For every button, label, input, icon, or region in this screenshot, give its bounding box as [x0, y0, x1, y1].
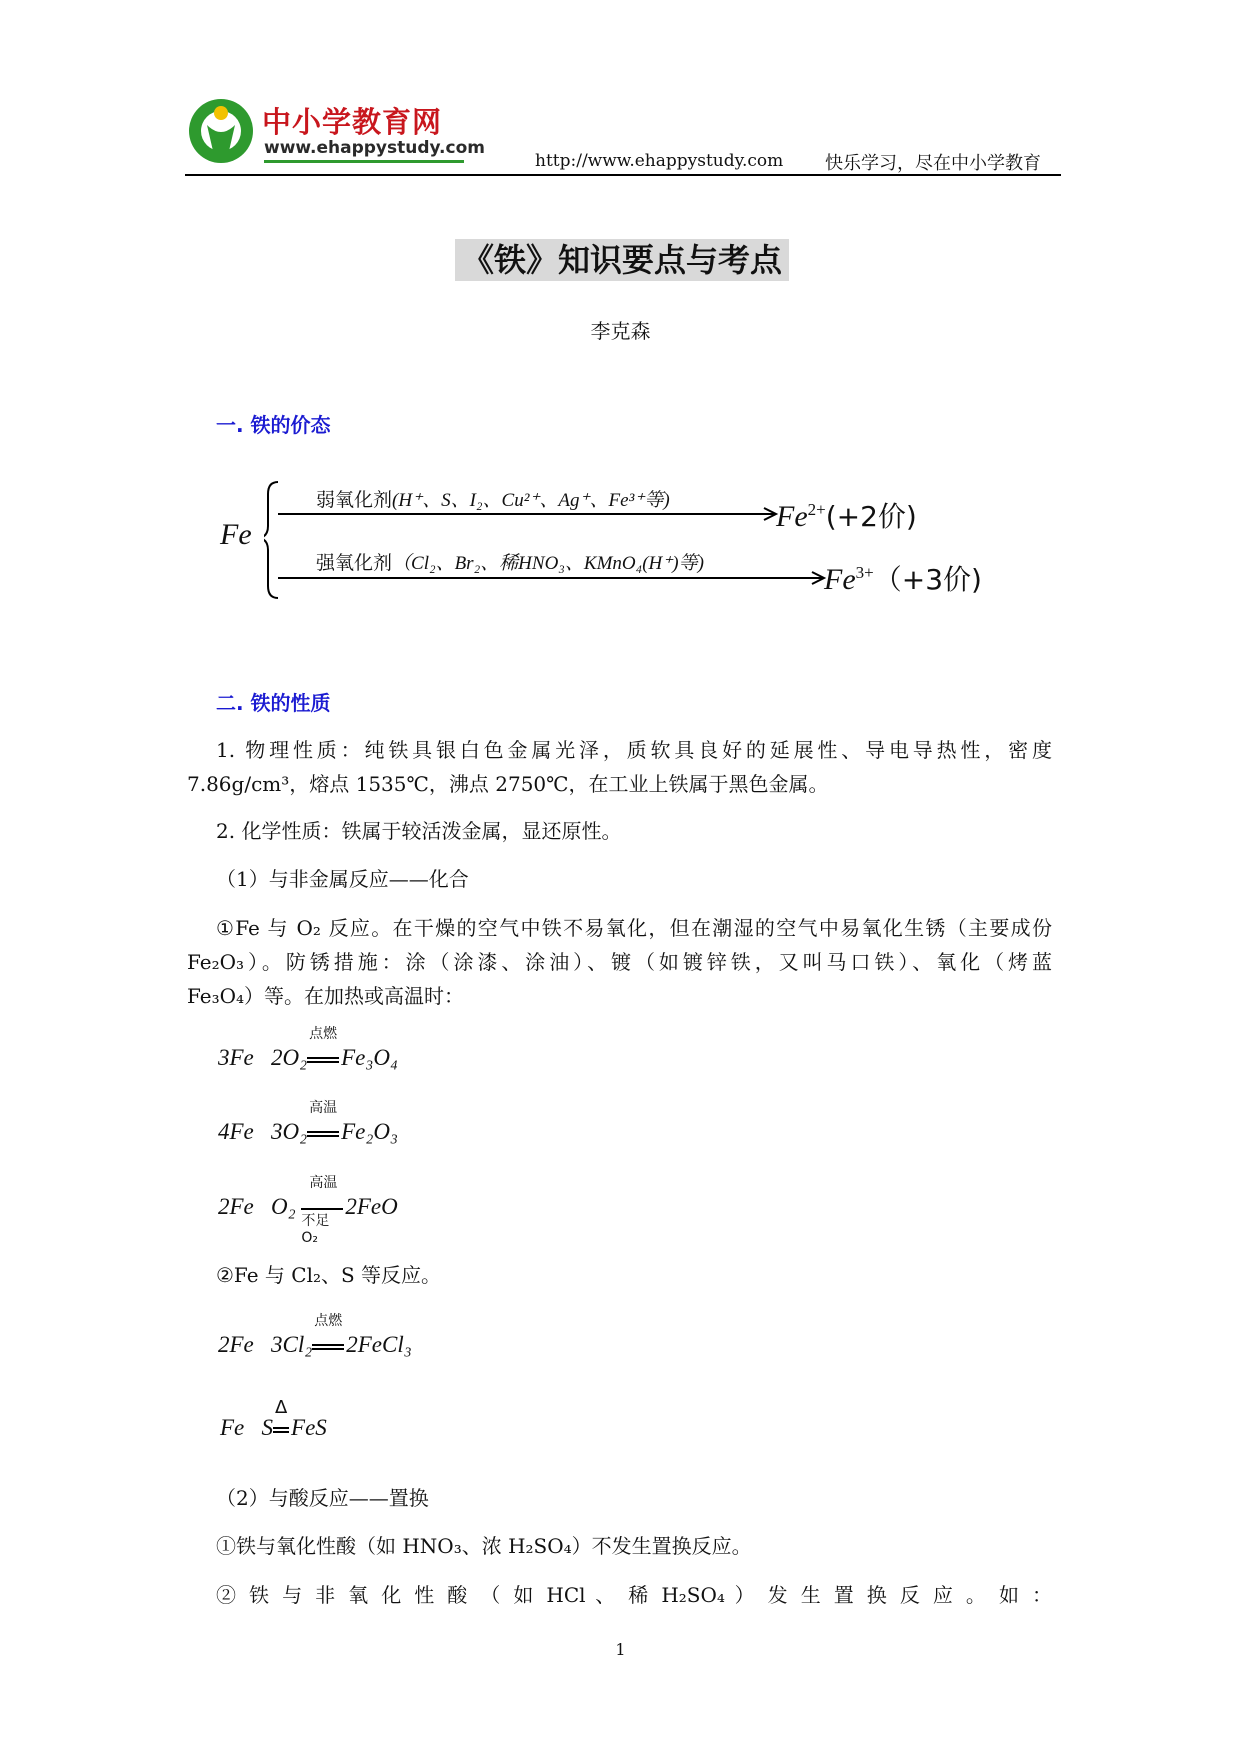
equation-2: 4Fe 3O₂ 高温 Fe₂O₃	[218, 1100, 398, 1144]
weak-product: $Fe^{2+}(+2$价)	[776, 500, 917, 533]
subheading-acid: （2）与酸反应——置换	[216, 1486, 429, 1510]
logo-url: www.ehappystudy.com	[264, 138, 485, 158]
paragraph-chemical: 2. 化学性质：铁属于较活泼金属，显还原性。	[216, 819, 622, 843]
paragraph-o2-1: ①Fe 与 O₂ 反应。在干燥的空气中铁不易氧化，但在潮湿的空气中易氧化生锈（主要成份	[216, 916, 1052, 940]
strong-oxidant-label: 强氧化剂（Cl₂、Br₂、稀HNO₃、KMnO₄(H⁺)等)	[316, 552, 704, 574]
equation-5: Fe S Δ FeS	[220, 1397, 327, 1440]
paragraph-o2-3: Fe₃O₄）等。在加热或高温时：	[187, 984, 465, 1008]
subheading-nonmetal: （1）与非金属反应——化合	[216, 867, 469, 891]
equation-3: 2Fe O₂ 高温 不足O₂ 2FeO	[218, 1175, 398, 1246]
section-heading-valence: 一. 铁的价态	[216, 413, 331, 437]
logo-underline	[264, 160, 464, 163]
page-title: 《铁》知识要点与考点	[455, 239, 789, 281]
header-slogan: 快乐学习，尽在中小学教育	[825, 153, 1041, 174]
logo-name: 中小学教育网	[262, 105, 443, 139]
paragraph-physical-2: 7.86g/cm³，熔点 1535℃，沸点 2750℃，在工业上铁属于黑色金属。	[187, 772, 829, 796]
site-logo	[185, 95, 257, 165]
paragraph-nonoxidizing-acid: ② 铁 与 非 氧 化 性 酸 （ 如 HCl 、 稀 H₂SO₄ ） 发 生 置 换 反 应 。 如 ：	[216, 1583, 1052, 1607]
equation-4: 2Fe 3Cl₂ 点燃 2FeCl₃	[218, 1313, 412, 1357]
header-site-url[interactable]: http://www.ehappystudy.com	[535, 151, 784, 171]
paragraph-physical-1: 1. 物理性质：纯铁具银白色金属光泽，质软具良好的延展性、导电导热性，密度	[216, 738, 1052, 762]
fe-symbol: Fe	[220, 518, 252, 551]
paragraph-o2-2: Fe₂O₃）。防锈措施：涂（涂漆、涂油）、镀（如镀锌铁，又叫马口铁）、氧化（烤蓝	[187, 950, 1052, 974]
valence-diagram	[216, 478, 1036, 603]
equation-1: 3Fe 2O₂ 点燃 Fe₃O₄	[218, 1026, 398, 1070]
author: 李克森	[590, 319, 651, 343]
paragraph-cl2-s: ②Fe 与 Cl₂、S 等反应。	[216, 1263, 442, 1287]
header-rule	[185, 174, 1061, 176]
paragraph-oxidizing-acid: ①铁与氧化性酸（如 HNO₃、浓 H₂SO₄）不发生置换反应。	[216, 1534, 752, 1558]
logo-icon	[185, 95, 257, 165]
weak-oxidant-label: 弱氧化剂(H⁺、S、I₂、Cu²⁺、Ag⁺、Fe³⁺等)	[316, 489, 670, 511]
section-heading-properties: 二. 铁的性质	[216, 691, 331, 715]
page-number: 1	[615, 1640, 626, 1659]
strong-product: $Fe^{3+}(+3$价)	[824, 563, 982, 596]
